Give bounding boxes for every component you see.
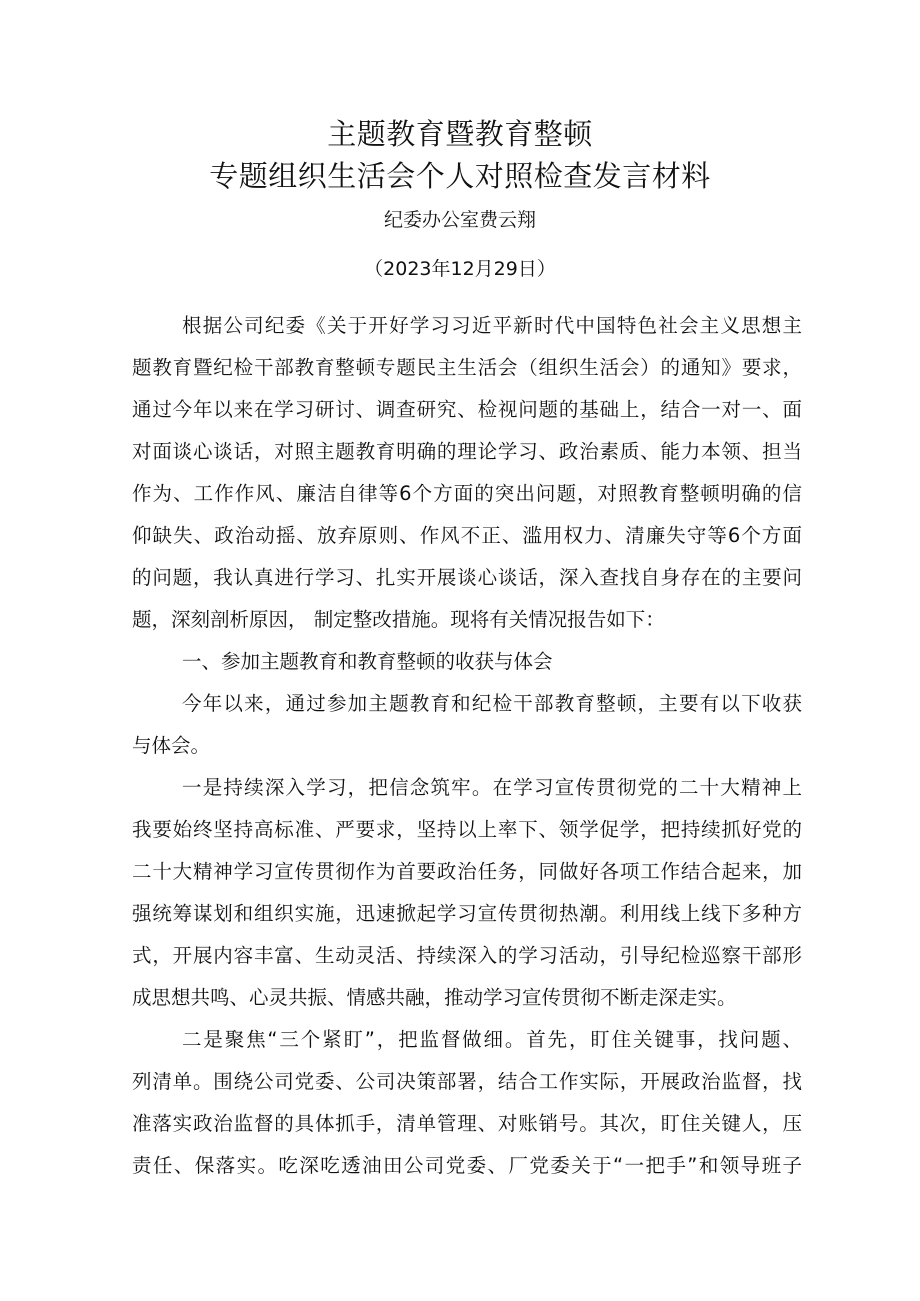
body-line: 题，深刻剖析原因， 制定整改措施。现将有关情况报告如下： (132, 608, 665, 631)
body-line: 一是持续深入学习，把信念筑牢。在学习宣传贯彻党的二十大精神上 (182, 776, 802, 799)
body-line: 二是聚焦“三个紧盯”，把监督做细。首先，盯住关键事，找问题、 (182, 1028, 802, 1051)
document-title-line1: 主题教育暨教育整顿 (327, 117, 593, 151)
body-line: 作为、工作作风、廉洁自律等6个方面的突出问题，对照教育整顿明确的信 (132, 482, 802, 505)
body-line: 成思想共鸣、心灵共振、情感共融，推动学习宣传贯彻不断走深走实。 (132, 986, 737, 1009)
document-author: 纪委办公室费云翔 (383, 209, 536, 231)
body-line: 对面谈心谈话，对照主题教育明确的理论学习、政治素质、能力本领、担当 (132, 440, 802, 463)
body-line: 仰缺失、政治动摇、放弃原则、作风不正、滥用权力、清廉失守等6个方面 (132, 524, 802, 547)
document-date: （2023年12月29日） (364, 258, 556, 280)
body-line: 式，开展内容丰富、生动灵活、持续深入的学习活动，引导纪检巡察干部形 (132, 944, 802, 967)
body-line: 责任、保落实。吃深吃透油田公司党委、厂党委关于“一把手”和领导班子 (132, 1154, 802, 1177)
body-line: 列清单。围绕公司党委、公司决策部署，结合工作实际，开展政治监督，找 (132, 1070, 802, 1093)
body-line: 题教育暨纪检干部教育整顿专题民主生活会（组织生活会）的通知》要求， (132, 356, 802, 379)
body-line: 强统筹谋划和组织实施，迅速掀起学习宣传贯彻热潮。利用线上线下多种方 (132, 902, 802, 925)
document-title-line2: 专题组织生活会个人对照检查发言材料 (209, 159, 711, 193)
body-line: 准落实政治监督的具体抓手，清单管理、对账销号。其次，盯住关键人，压 (132, 1112, 802, 1135)
body-line: 的问题，我认真进行学习、扎实开展谈心谈话，深入查找自身存在的主要问 (132, 566, 802, 589)
body-line: 二十大精神学习宣传贯彻作为首要政治任务，同做好各项工作结合起来，加 (132, 860, 802, 883)
body-line: 与体会。 (132, 734, 211, 757)
body-line: 通过今年以来在学习研讨、调查研究、检视问题的基础上，结合一对一、面 (132, 398, 802, 421)
body-line: 根据公司纪委《关于开好学习习近平新时代中国特色社会主义思想主 (182, 314, 802, 337)
body-line: 今年以来，通过参加主题教育和纪检干部教育整顿，主要有以下收获 (182, 692, 802, 715)
section-heading: 一、参加主题教育和教育整顿的收获与体会 (182, 650, 553, 673)
body-line: 我要始终坚持高标准、严要求，坚持以上率下、领学促学，把持续抓好党的 (132, 818, 802, 841)
